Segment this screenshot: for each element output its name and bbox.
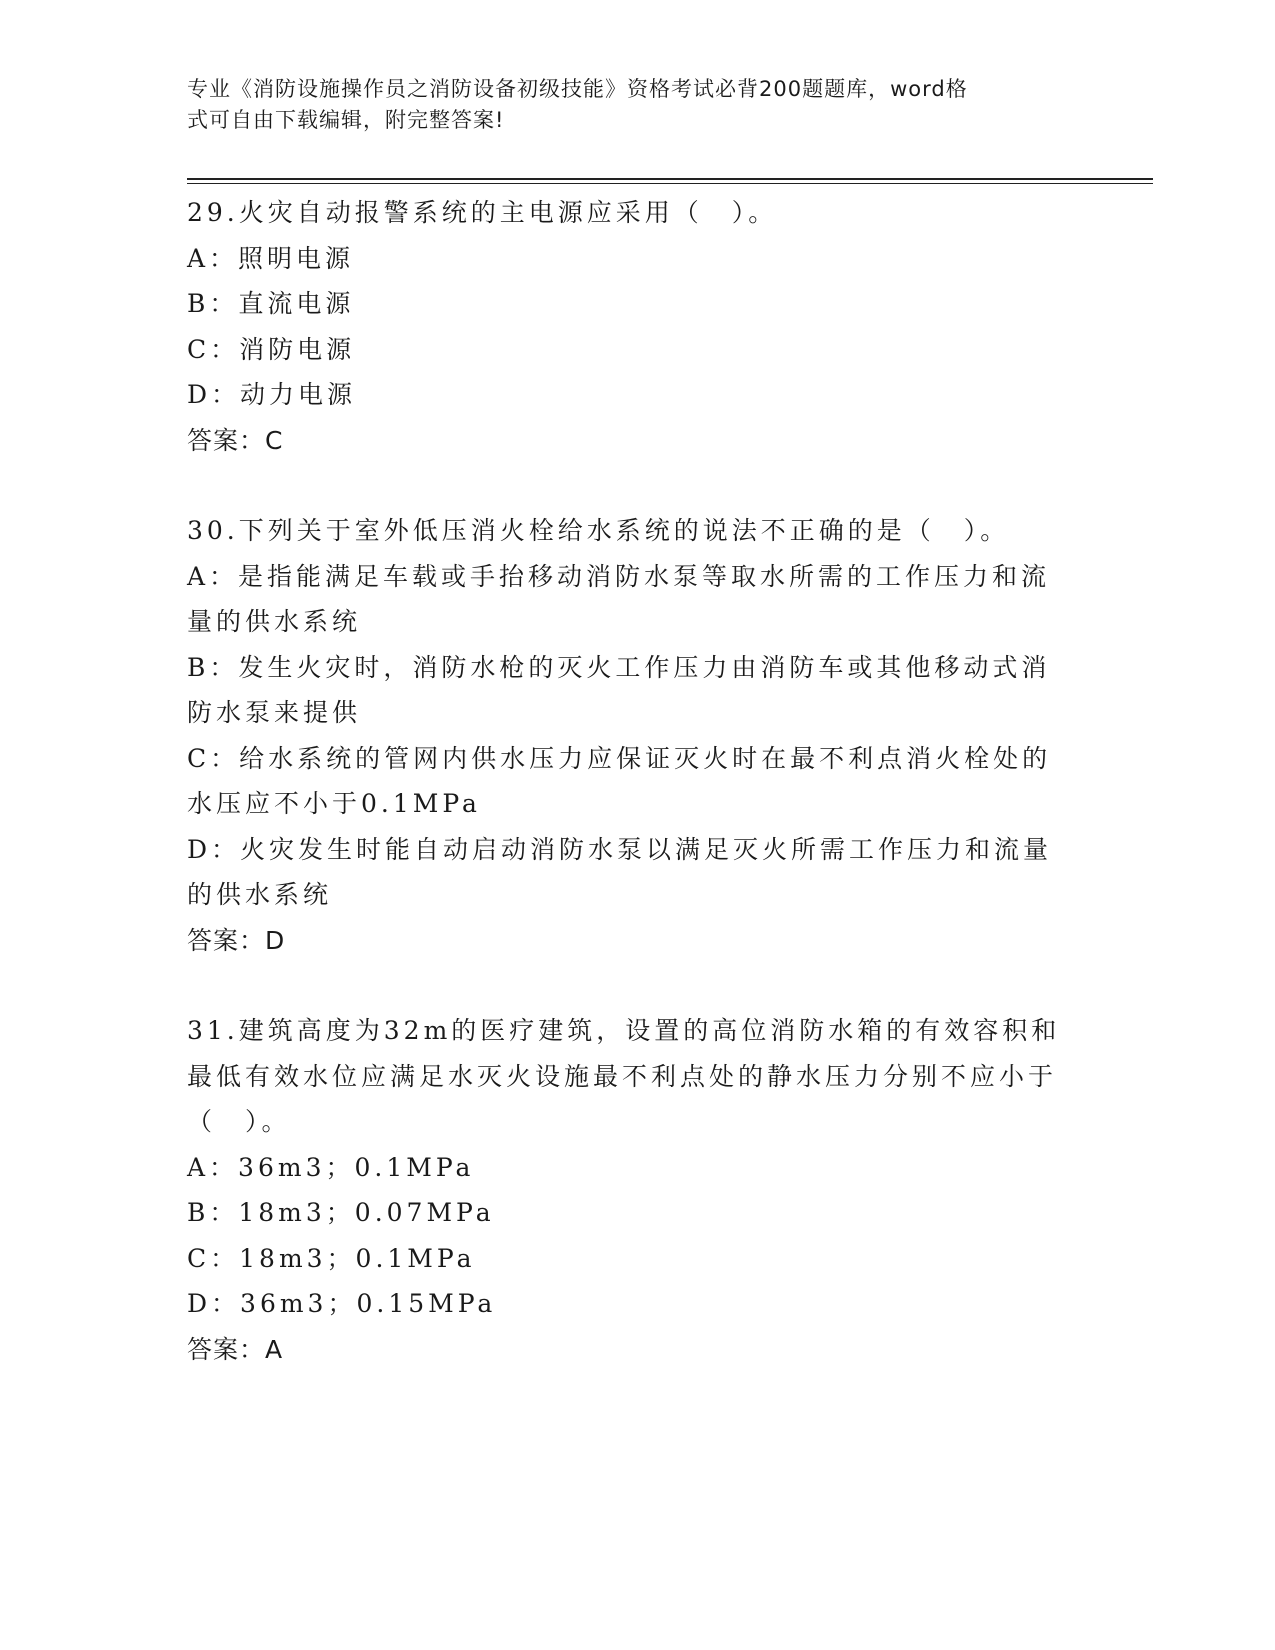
option-d: D：36m3；0.15MPa: [187, 1289, 497, 1318]
answer-label: 答案：A: [187, 1334, 284, 1364]
option-d: D：动力电源: [187, 380, 357, 409]
document-header: [187, 74, 1067, 136]
answer-label: 答案：D: [187, 925, 286, 955]
header-divider-thin: [187, 183, 1153, 184]
question-29: [187, 190, 1077, 463]
option-a: A：36m3；0.1MPa: [187, 1152, 475, 1182]
question-stem: 29.火灾自动报警系统的主电源应采用（ ）。: [187, 198, 778, 227]
option-b: B：直流电源: [187, 289, 355, 318]
option-c: C：18m3；0.1MPa: [187, 1243, 476, 1273]
question-31: [187, 1008, 1077, 1372]
question-30: [187, 508, 1077, 963]
header-divider-thick: [187, 178, 1153, 180]
question-stem: 30.下列关于室外低压消火栓给水系统的说法不正确的是（ ）。: [187, 516, 1010, 545]
question-list: [187, 190, 1077, 1372]
option-b: B：18m3；0.07MPa: [187, 1198, 495, 1227]
option-c: C：给水系统的管网内供水压力应保证灭火时在最不利点消火栓处的水压应不小于0.1MPa: [187, 743, 1052, 818]
option-d: D：火灾发生时能自动启动消防水泵以满足灭火所需工作压力和流量的供水系统: [187, 834, 1053, 909]
option-c: C：消防电源: [187, 334, 356, 364]
option-b: B：发生火灾时，消防水枪的灭火工作压力由消防车或其他移动式消防水泵来提供: [187, 652, 1051, 727]
option-a: A：是指能满足车载或手抬移动消防水泵等取水所需的工作压力和流量的供水系统: [187, 561, 1051, 636]
answer-label: 答案：C: [187, 425, 284, 455]
question-stem: 31.建筑高度为32m的医疗建筑，设置的高位消防水箱的有效容积和最低有效水位应满足水灭火设施最不利点处的静水压力分别不应小于（ ）。: [187, 1016, 1061, 1136]
option-a: A：照明电源: [187, 243, 355, 273]
header-line-1: 专业《消防设施操作员之消防设备初级技能》资格考试必背200题题库，word格: [187, 77, 968, 101]
header-line-2: 式可自由下载编辑，附完整答案!: [187, 108, 505, 132]
